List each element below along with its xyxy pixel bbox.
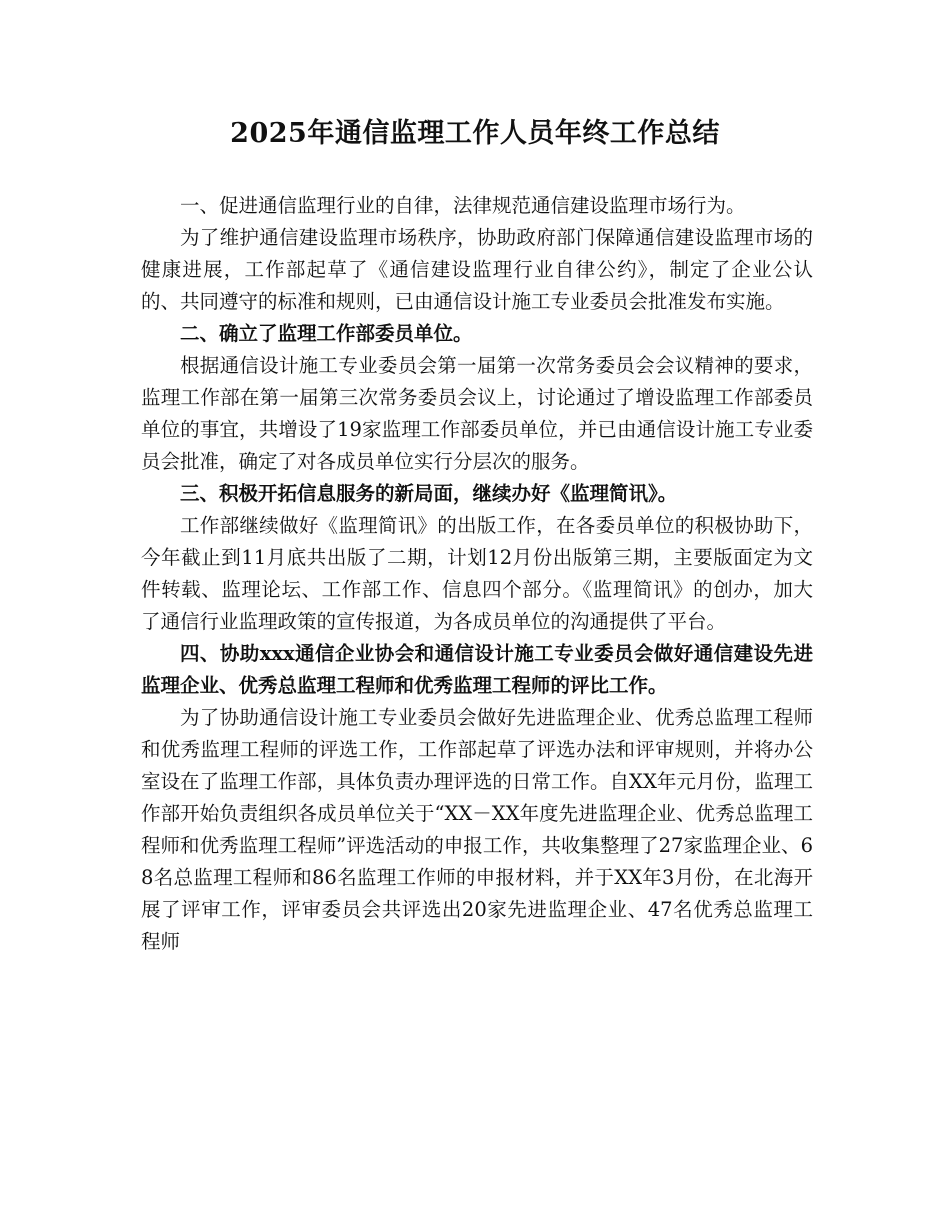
- document-title: 2025年通信监理工作人员年终工作总结: [230, 118, 720, 149]
- section-3-body: 工作部继续做好《监理简讯》的出版工作，在各委员单位的积极协助下，今年截止到11月底共出版了二期，计划12月份出版第三期，主要版面定为文件转载、监理论坛、工作部工作、信息四个部分。《监理简讯》的创办，加大了通信行业监理政策的宣传报道，为各成员单位的沟通提供了平台。: [141, 514, 813, 633]
- section-4-heading: 四、协助xxx通信企业协会和通信设计施工专业委员会做好通信建设先进监理企业、优秀总监理工程师和优秀监理工程师的评比工作。: [141, 642, 813, 697]
- section-3-heading: 三、积极开拓信息服务的新局面，继续办好《监理简讯》。: [180, 482, 678, 505]
- document-body: [141, 190, 813, 958]
- section-4-body: 为了协助通信设计施工专业委员会做好先进监理企业、优秀总监理工程师和优秀监理工程师的评选工作，工作部起草了评选办法和评审规则，并将办公室设在了监理工作部，具体负责办理评选的日常工作。自XX年元月份，监理工作部开始负责组织各成员单位关于“XX－XX年度先进监理企业、优秀总监理工程师和优秀监理工程师”评选活动的申报工作，共收集整理了27家监理企业、68名总监理工程师和86名监理工作师的申报材料，并于XX年3月份，在北海开展了评审工作，评审委员会共评选出20家先进监理企业、47名优秀总监理工程师: [141, 706, 813, 953]
- section-2-body: 根据通信设计施工专业委员会第一届第一次常务委员会会议精神的要求，监理工作部在第一届第三次常务委员会议上，讨论通过了增设监理工作部委员单位的事宜，共增设了19家监理工作部委员单位，并已由通信设计施工专业委员会批准，确定了对各成员单位实行分层次的服务。: [141, 354, 813, 473]
- section-2-heading: 二、确立了监理工作部委员单位。: [180, 322, 473, 345]
- section-1-body: 为了维护通信建设监理市场秩序，协助政府部门保障通信建设监理市场的健康进展，工作部起草了《通信建设监理行业自律公约》，制定了企业公认的、共同遵守的标准和规则，已由通信设计施工专业委员会批准发布实施。: [141, 226, 813, 313]
- section-1-heading: 一、促进通信监理行业的自律，法律规范通信建设监理市场行为。: [180, 194, 746, 217]
